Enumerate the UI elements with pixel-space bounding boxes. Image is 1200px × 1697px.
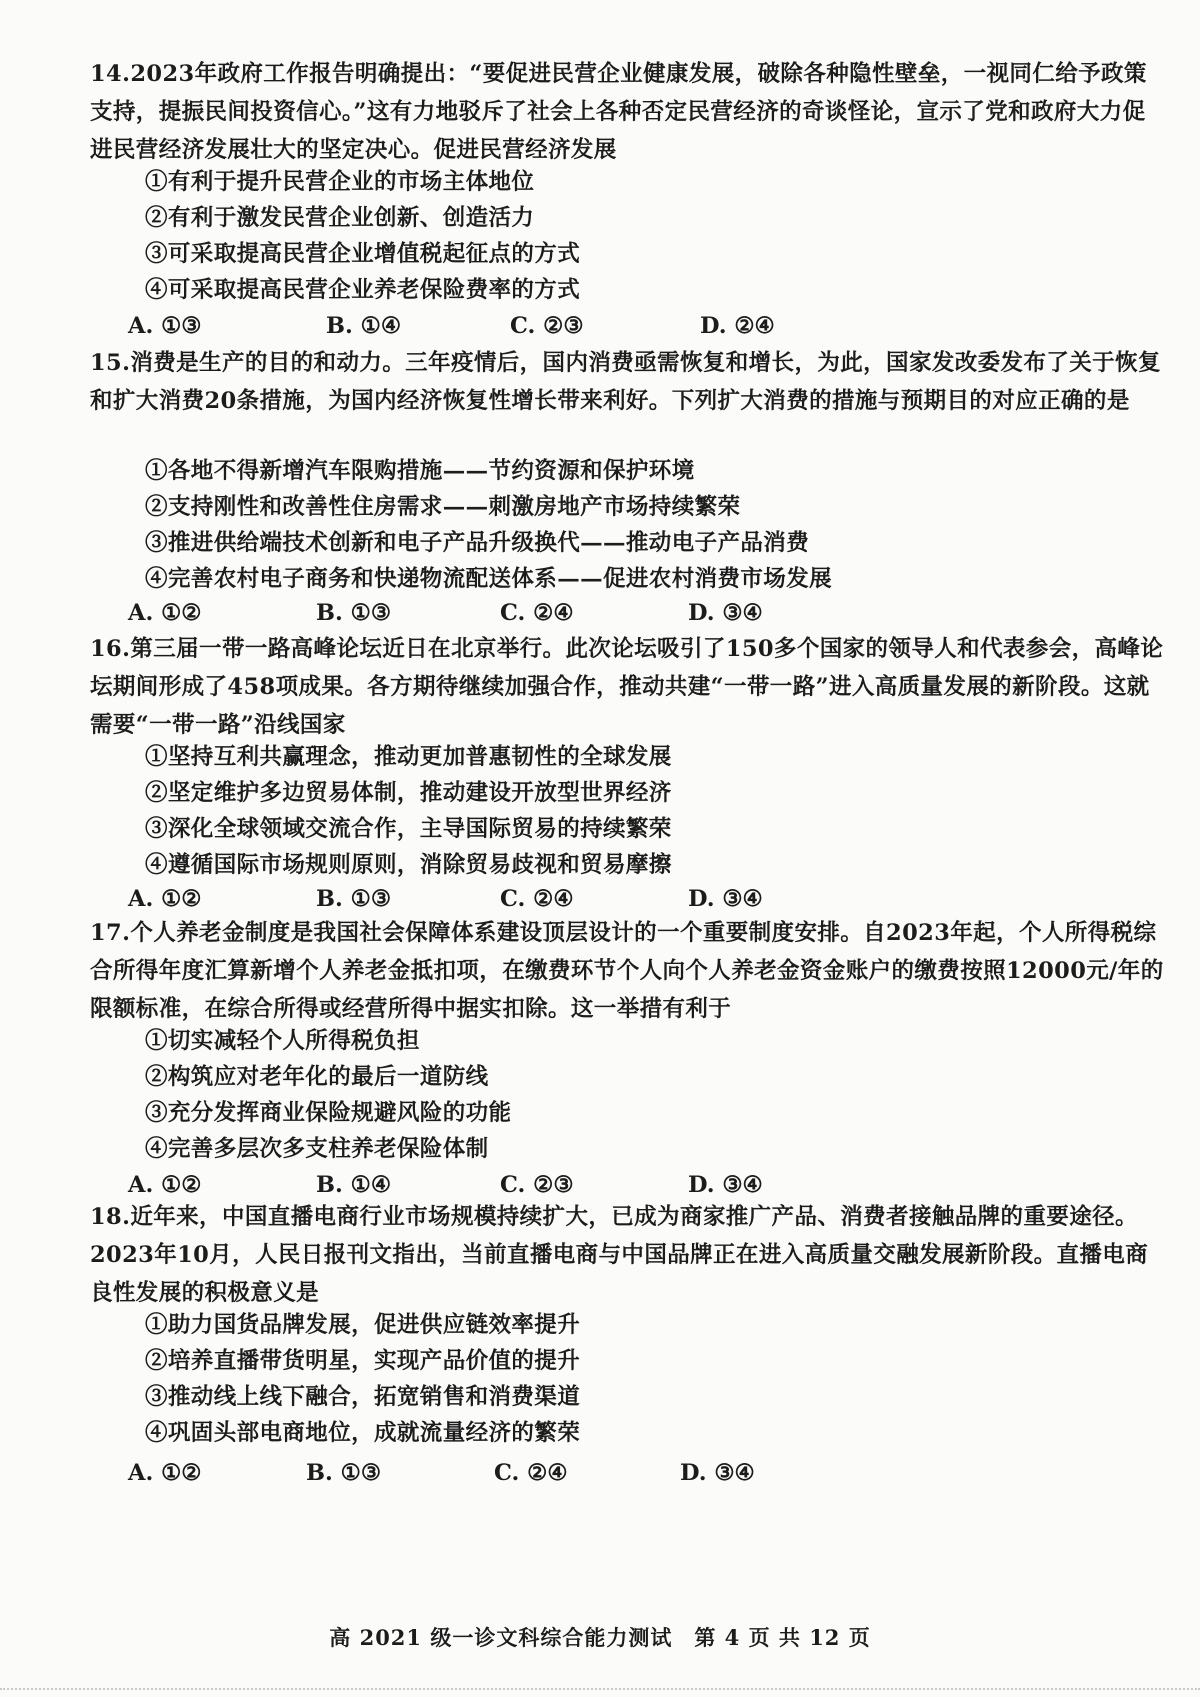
option-3: ③推动线上线下融合，拓宽销售和消费渠道 <box>145 1384 581 1410</box>
question-text: 第三届一带一路高峰论坛近日在北京举行。此次论坛吸引了150多个国家的领导人和代表参会，高峰论坛期间形成了458项成果。各方期待继续加强合作，推动共建“一带一路”进入高质量发展的新阶段。这就需要“一带一路”沿线国家 <box>90 636 1164 738</box>
option-2: ②坚定维护多边贸易体制，推动建设开放型世界经济 <box>145 780 672 806</box>
question-number: 17. <box>90 920 131 946</box>
choice-b: B. ①③ <box>316 600 392 626</box>
option-1: ①各地不得新增汽车限购措施——节约资源和保护环境 <box>145 458 695 484</box>
question-text: 消费是生产的目的和动力。三年疫情后，国内消费亟需恢复和增长，为此，国家发改委发布了关于恢复和扩大消费20条措施，为国内经济恢复性增长带来利好。下列扩大消费的措施与预期目的对应正确的是 <box>90 350 1161 414</box>
choice-c: C. ②③ <box>500 1172 574 1198</box>
choice-a: A. ①③ <box>128 313 202 339</box>
option-1: ①坚持互利共赢理念，推动更加普惠韧性的全球发展 <box>145 744 672 770</box>
option-3: ③推进供给端技术创新和电子产品升级换代——推动电子产品消费 <box>145 530 810 556</box>
option-3: ③可采取提高民营企业增值税起征点的方式 <box>145 241 581 267</box>
option-4: ④可采取提高民营企业养老保险费率的方式 <box>145 277 581 303</box>
question-number: 16. <box>90 636 131 662</box>
choice-a: A. ①② <box>128 1460 202 1486</box>
question-number: 14. <box>90 61 131 87</box>
question-stem <box>90 1198 1165 1312</box>
question-text: 近年来，中国直播电商行业市场规模持续扩大，已成为商家推广产品、消费者接触品牌的重要途径。2023年10月，人民日报刊文指出，当前直播电商与中国品牌正在进入高质量交融发展新阶段。直播电商良性发展的积极意义是 <box>90 1204 1149 1306</box>
choice-d: D. ③④ <box>688 600 763 626</box>
choice-b: B. ①④ <box>316 1172 392 1198</box>
choice-b: B. ①③ <box>316 886 392 912</box>
choice-a: A. ①② <box>128 1172 202 1198</box>
option-2: ②支持刚性和改善性住房需求——刺激房地产市场持续繁荣 <box>145 494 741 520</box>
question-text: 2023年政府工作报告明确提出：“要促进民营企业健康发展，破除各种隐性壁垒，一视同仁给予政策支持，提振民间投资信心。”这有力地驳斥了社会上各种否定民营经济的奇谈怪论，宣示了党和政府大力促进民营经济发展壮大的坚定决心。促进民营经济发展 <box>90 61 1147 163</box>
option-1: ①助力国货品牌发展，促进供应链效率提升 <box>145 1312 581 1338</box>
choice-c: C. ②④ <box>500 886 574 912</box>
option-4: ④巩固头部电商地位，成就流量经济的繁荣 <box>145 1420 581 1446</box>
choice-c: C. ②③ <box>510 313 584 339</box>
choice-d: D. ③④ <box>688 1172 763 1198</box>
question-stem <box>90 55 1165 169</box>
option-1: ①有利于提升民营企业的市场主体地位 <box>145 169 535 195</box>
question-stem <box>90 630 1165 744</box>
question-stem <box>90 344 1165 420</box>
question-stem <box>90 914 1165 1028</box>
answer-choices <box>128 307 1128 345</box>
option-2: ②有利于激发民营企业创新、创造活力 <box>145 205 535 231</box>
page-footer: 高 2021 级一诊文科综合能力测试 第 4 页 共 12 页 <box>329 1625 871 1650</box>
option-2: ②构筑应对老年化的最后一道防线 <box>145 1064 489 1090</box>
choice-b: B. ①③ <box>306 1460 382 1486</box>
choice-a: A. ①② <box>128 600 202 626</box>
choice-c: C. ②④ <box>500 600 574 626</box>
question-number: 18. <box>90 1204 131 1230</box>
choice-d: D. ③④ <box>680 1460 755 1486</box>
choice-d: D. ②④ <box>700 313 775 339</box>
option-1: ①切实减轻个人所得税负担 <box>145 1028 420 1054</box>
choice-d: D. ③④ <box>688 886 763 912</box>
option-4: ④完善多层次多支柱养老保险体制 <box>145 1136 489 1162</box>
answer-choices <box>128 880 1128 918</box>
question-number: 15. <box>90 350 131 376</box>
page-edge-divider <box>0 1688 1200 1690</box>
choice-b: B. ①④ <box>326 313 402 339</box>
answer-choices <box>128 1454 1128 1492</box>
option-3: ③深化全球领域交流合作，主导国际贸易的持续繁荣 <box>145 816 672 842</box>
choice-a: A. ①② <box>128 886 202 912</box>
option-2: ②培养直播带货明星，实现产品价值的提升 <box>145 1348 581 1374</box>
option-4: ④遵循国际市场规则原则，消除贸易歧视和贸易摩擦 <box>145 852 672 878</box>
option-3: ③充分发挥商业保险规避风险的功能 <box>145 1100 512 1126</box>
choice-c: C. ②④ <box>494 1460 568 1486</box>
option-4: ④完善农村电子商务和快递物流配送体系——促进农村消费市场发展 <box>145 566 833 592</box>
answer-choices <box>128 594 1128 632</box>
question-text: 个人养老金制度是我国社会保障体系建设顶层设计的一个重要制度安排。自2023年起，个人所得税综合所得年度汇算新增个人养老金抵扣项，在缴费环节个人向个人养老金资金账户的缴费按照12000元/年的限额标准，在综合所得或经营所得中据实扣除。这一举措有利于 <box>90 920 1164 1022</box>
